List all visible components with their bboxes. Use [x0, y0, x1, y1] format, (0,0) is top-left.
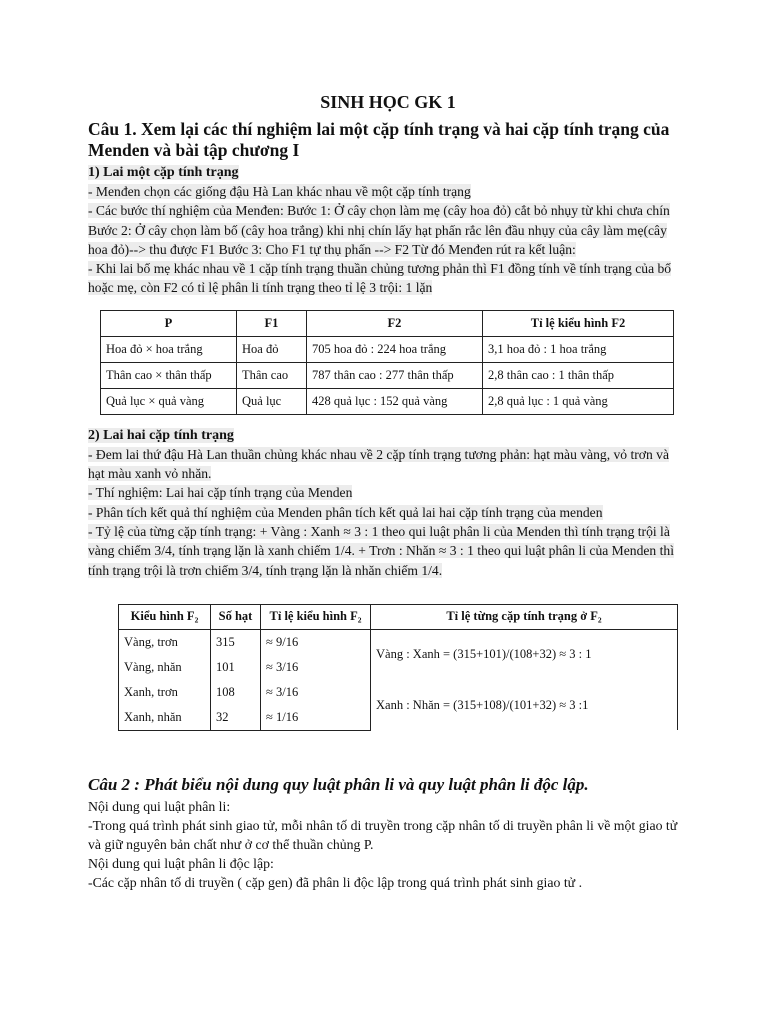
document-page — [88, 92, 688, 892]
table-row — [119, 680, 678, 705]
table-header: F2 — [307, 310, 483, 336]
table-cell: Vàng, nhăn — [119, 655, 211, 680]
table-cell: Quả lục × quả vàng — [101, 388, 237, 414]
table-cell: Thân cao — [237, 362, 307, 388]
table-cell: Quả lục — [237, 388, 307, 414]
table-header: Số hạt — [211, 604, 261, 629]
table-cell: Hoa đỏ — [237, 336, 307, 362]
table-header: Tỉ lệ kiểu hình F₂ — [261, 604, 371, 629]
table-cell: Vàng, trơn — [119, 629, 211, 655]
question-2-heading: Câu 2 : Phát biểu nội dung quy luật phân li và quy luật phân li độc lập. — [88, 774, 589, 794]
table-cell: Xanh, nhăn — [119, 705, 211, 731]
paragraph: - Thí nghiệm: Lai hai cặp tính trạng của Menden — [88, 485, 353, 501]
table-cell: 108 — [211, 680, 261, 705]
monohybrid-table — [100, 310, 674, 415]
paragraph: -Các cặp nhân tố di truyền ( cặp gen) đã phân li độc lập trong quá trình phát sinh giao tử . — [88, 874, 583, 890]
paragraph: - Menđen chọn các giống đậu Hà Lan khác nhau về một cặp tính trạng — [88, 184, 471, 199]
table-cell: ≈ 3/16 — [261, 680, 371, 705]
table-header-row — [119, 604, 678, 629]
table-header-row — [101, 310, 674, 336]
table-row — [101, 362, 674, 388]
table-header: Tỉ lệ kiểu hình F2 — [483, 310, 674, 336]
table-header: F1 — [237, 310, 307, 336]
paragraph: - Phân tích kết quả thí nghiệm của Menden phân tích kết quả lai hai cặp tính trạng của menden — [88, 504, 603, 520]
paragraph: - Tỷ lệ của từng cặp tính trạng: + Vàng : Xanh ≈ 3 : 1 theo qui luật phân li của Menden thì tính trạng trội là vàng chiếm 3/4, tính trạng lặn là xanh chiếm 1/4. + Trơn : Nhăn ≈ 3 : 1 theo qui luật phân li của Menden thì tính trạng trội là trơn chiếm 3/4, tính trạng lặn là nhăn chiếm 1/4. — [88, 523, 674, 578]
table-cell: 315 — [211, 629, 261, 655]
question-1-heading: Câu 1. Xem lại các thí nghiệm lai một cặp tính trạng và hai cặp tính trạng của Menden và bài tập chương I — [88, 119, 670, 160]
table-cell: Hoa đỏ × hoa trắng — [101, 336, 237, 362]
paragraph: - Đem lai thứ đậu Hà Lan thuần chủng khác nhau về 2 cặp tính trạng tương phản: hạt màu vàng, vỏ trơn và hạt màu xanh vỏ nhăn. — [88, 446, 670, 482]
paragraph: -Trong quá trình phát sinh giao tử, mỗi nhân tố di truyền trong cặp nhân tố di truyền phân li về một giao tử và giữ nguyên bản chất như ở cơ thể thuần chủng P. — [88, 817, 678, 852]
table-cell: 2,8 quả lục : 1 quả vàng — [483, 388, 674, 414]
table-row — [101, 388, 674, 414]
table-cell: ≈ 1/16 — [261, 705, 371, 731]
table-cell: Xanh, trơn — [119, 680, 211, 705]
table-cell: 3,1 hoa đỏ : 1 hoa trắng — [483, 336, 674, 362]
table-header: Tỉ lệ từng cặp tính trạng ở F₂ — [371, 604, 678, 629]
paragraph: - Các bước thí nghiệm của Menđen: Bước 1: Ở cây chọn làm mẹ (cây hoa đỏ) cắt bỏ nhụy từ khi chưa chín Bước 2: Ở cây chọn làm bố (cây hoa trắng) khi nhị chín lấy hạt phấn rắc lên đầu nhụy của cây làm mẹ(cây hoa đỏ)--> thu được F1 Bước 3: Cho F1 tự thụ phấn --> F2 Từ đó Menđen rút ra kết luận: — [88, 203, 670, 257]
ratio-cell: Xanh : Nhăn = (315+108)/(101+32) ≈ 3 :1 — [371, 680, 678, 731]
table-cell: 32 — [211, 705, 261, 731]
table-row — [101, 336, 674, 362]
table-header: Kiểu hình F₂ — [119, 604, 211, 629]
dihybrid-table — [118, 604, 678, 731]
paragraph: Nội dung qui luật phân li: — [88, 798, 231, 814]
ratio-cell: Vàng : Xanh = (315+101)/(108+32) ≈ 3 : 1 — [371, 629, 678, 680]
table-cell: 787 thân cao : 277 thân thấp — [307, 362, 483, 388]
table-cell: 428 quả lục : 152 quả vàng — [307, 388, 483, 414]
table-cell: ≈ 9/16 — [261, 629, 371, 655]
table-cell: 2,8 thân cao : 1 thân thấp — [483, 362, 674, 388]
paragraph: - Khi lai bố mẹ khác nhau về 1 cặp tính trạng thuần chủng tương phản thì F1 đồng tính về tính trạng của bố hoặc mẹ, còn F2 có tỉ lệ phân li tính trạng theo tỉ lệ 3 trội: 1 lặn — [88, 261, 672, 296]
table-cell: 101 — [211, 655, 261, 680]
section-1-heading: 1) Lai một cặp tính trạng — [88, 165, 239, 180]
table-cell: Thân cao × thân thấp — [101, 362, 237, 388]
document-title: SINH HỌC GK 1 — [320, 92, 456, 112]
table-cell: ≈ 3/16 — [261, 655, 371, 680]
section-2-heading: 2) Lai hai cặp tính trạng — [88, 427, 234, 443]
paragraph: Nội dung qui luật phân li độc lập: — [88, 855, 274, 871]
table-header: P — [101, 310, 237, 336]
table-cell: 705 hoa đỏ : 224 hoa trắng — [307, 336, 483, 362]
table-row — [119, 629, 678, 655]
